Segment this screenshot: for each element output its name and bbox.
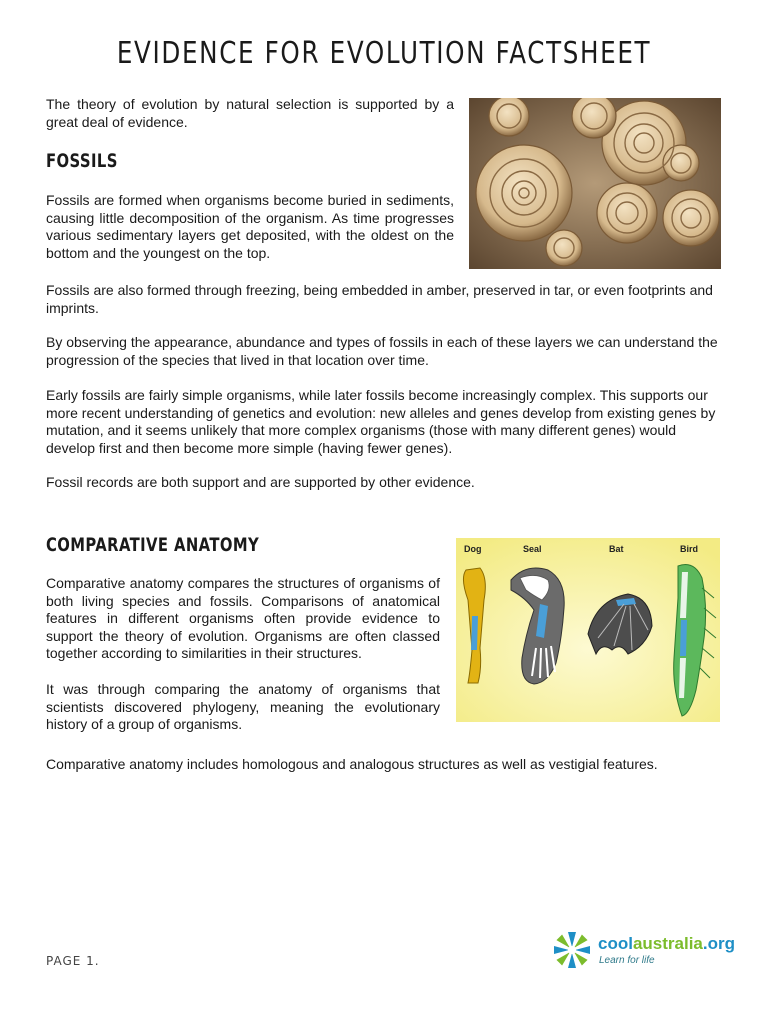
page-title: EVIDENCE FOR EVOLUTION FACTSHEET bbox=[116, 36, 652, 71]
logo-cool: cool bbox=[598, 934, 633, 953]
coolaustralia-logo bbox=[552, 930, 735, 972]
fossils-paragraph-5: Fossil records are both support and are supported by other evidence. bbox=[46, 474, 475, 490]
label-seal: Seal bbox=[523, 544, 542, 554]
fossils-paragraph-2: Fossils are also formed through freezing, being embedded in amber, preserved in tar, or even footprints and imprints. bbox=[46, 282, 713, 316]
anatomy-paragraph-2: It was through comparing the anatomy of organisms that scientists discovered phylogeny, meaning the evolutionary history of a group of organisms. bbox=[46, 681, 440, 732]
logo-australia: australia bbox=[632, 934, 703, 953]
logo-wordmark bbox=[598, 934, 735, 954]
fossils-heading: FOSSILS bbox=[46, 150, 118, 172]
intro-paragraph: The theory of evolution by natural selection is supported by a great deal of evidence. bbox=[46, 96, 454, 130]
label-bat: Bat bbox=[609, 544, 624, 554]
anatomy-paragraph-3: Comparative anatomy includes homologous and analogous structures as well as vestigial features. bbox=[46, 756, 658, 772]
ammonite-fossils-image bbox=[469, 98, 721, 269]
flower-logo-icon bbox=[552, 930, 592, 970]
label-bird: Bird bbox=[680, 544, 698, 554]
logo-tagline: Learn for life bbox=[599, 955, 655, 966]
page-number: PAGE 1. bbox=[46, 954, 100, 968]
fossils-paragraph-1: Fossils are formed when organisms become buried in sediments, causing little decomposition of the organism. As time progresses various sedimentary layers get deposited, with the oldest on the bottom and the youngest on the top. bbox=[46, 192, 454, 261]
anatomy-paragraph-1: Comparative anatomy compares the structures of organisms of both living species and fossils. Comparisons of anatomical features in different organisms often provide evidence to support the theory of evolution. Organisms are often classed together according to similarities in their structures. bbox=[46, 575, 440, 661]
label-dog: Dog bbox=[464, 544, 482, 554]
fossils-paragraph-4: Early fossils are fairly simple organisms, while later fossils become increasingly complex. This supports our more recent understanding of genetics and evolution: new alleles and genes develop from existing genes by mutation, and it seems unlikely that more complex organisms (those with many different genes) would develop first and then become more simple (having fewer genes). bbox=[46, 387, 716, 456]
comparative-anatomy-heading: COMPARATIVE ANATOMY bbox=[46, 534, 260, 556]
fossils-paragraph-3: By observing the appearance, abundance and types of fossils in each of these layers we can understand the progression of the species that lived in that location over time. bbox=[46, 334, 718, 368]
logo-org: .org bbox=[702, 934, 735, 953]
homologous-limbs-figure bbox=[456, 538, 720, 722]
